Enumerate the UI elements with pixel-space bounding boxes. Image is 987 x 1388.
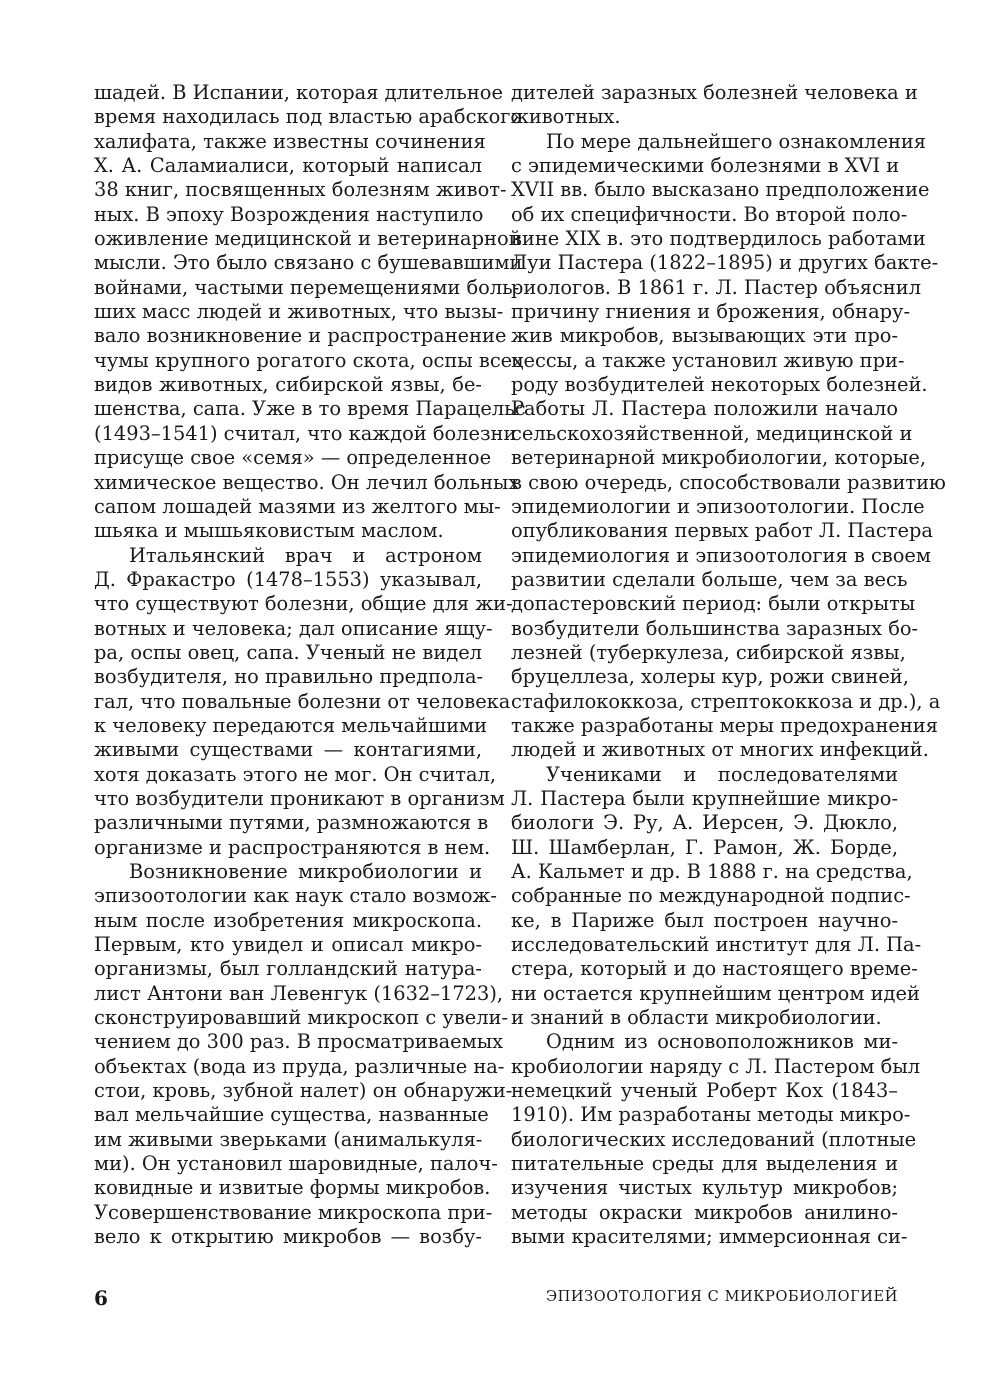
text-line: эпидемиологии и эпизоотологии. После xyxy=(511,494,925,518)
text-line: лезней (туберкулеза, сибирской язвы, xyxy=(511,640,906,664)
text-line: людей и животных от многих инфекций. xyxy=(511,738,929,762)
text-line: также разработаны меры предохранения xyxy=(511,713,938,737)
text-line: сапом лошадей мазями из желтого мы- xyxy=(94,494,501,518)
text-line: Л. Пастера были крупнейшие микро- xyxy=(511,786,898,810)
text-line: ковидные и извитые формы микробов. xyxy=(94,1176,491,1200)
text-line: Возникновение микробиологии и xyxy=(129,860,482,883)
text-line: опубликования первых работ Л. Пастера xyxy=(511,519,933,543)
text-line: что существуют болезни, общие для жи- xyxy=(94,592,513,616)
text-line: Ш. Шамберлан, Г. Рамон, Ж. Борде, xyxy=(511,835,898,859)
left-text-column xyxy=(94,81,526,1250)
page-number: 6 xyxy=(94,1286,108,1310)
text-line: чумы крупного рогатого скота, оспы всех xyxy=(94,348,524,372)
text-line: оживление медицинской и ветеринарной xyxy=(94,227,522,251)
text-line: XVII вв. было высказано предположение xyxy=(511,178,930,202)
text-line: вотных и человека; дал описание ящу- xyxy=(94,616,493,640)
text-line: хотя доказать этого не мог. Он считал, xyxy=(94,762,497,786)
text-line: в свою очередь, способствовали развитию xyxy=(511,470,946,494)
text-line: сконструировавший микроскоп с увели- xyxy=(94,1006,509,1030)
text-line: сельскохозяйственной, медицинской и xyxy=(511,421,913,445)
text-line: дителей заразных болезней человека и xyxy=(511,81,918,104)
text-line: Луи Пастера (1822–1895) и других бакте- xyxy=(511,251,939,275)
text-line: химическое вещество. Он лечил больных xyxy=(94,470,520,494)
text-line: им живыми зверьками (анималькуля- xyxy=(94,1127,483,1151)
text-line: различными путями, размножаются в xyxy=(94,811,489,835)
text-line: Х. А. Саламиалиси, который написал xyxy=(94,154,482,178)
text-line: Первым, кто увидел и описал микро- xyxy=(94,933,482,957)
text-line: и знаний в области микробиологии. xyxy=(511,1006,882,1030)
text-line: присуще свое «семя» — определенное xyxy=(94,446,492,470)
text-line: ших масс людей и животных, что вызы- xyxy=(94,300,504,324)
text-line: халифата, также известны сочинения xyxy=(94,129,486,153)
text-line: 1910). Им разработаны методы микро- xyxy=(511,1103,911,1127)
text-line: ветеринарной микробиологии, которые, xyxy=(511,446,927,470)
text-line: методы окраски микробов анилино- xyxy=(511,1200,898,1224)
text-line: с эпидемическими болезнями в XVI и xyxy=(511,154,900,178)
text-line: стои, кровь, зубной налет) он обнаружи- xyxy=(94,1079,513,1103)
text-line: к человеку передаются мельчайшими xyxy=(94,713,488,737)
text-line: войнами, частыми перемещениями боль- xyxy=(94,275,520,299)
text-line: Итальянский врач и астроном xyxy=(129,543,482,567)
text-line: гал, что повальные болезни от человека xyxy=(94,689,511,713)
text-line: Работы Л. Пастера положили начало xyxy=(511,397,898,421)
text-line: ра, оспы овец, сапа. Ученый не видел xyxy=(94,640,482,664)
text-line: ным после изобретения микроскопа. xyxy=(94,908,482,932)
text-line: биологических исследований (плотные xyxy=(511,1127,917,1151)
text-line: объектах (вода из пруда, различные на- xyxy=(94,1054,505,1078)
text-line: цессы, а также установил живую при- xyxy=(511,348,905,372)
text-line: вало возникновение и распространение xyxy=(94,324,507,348)
text-line: чением до 300 раз. В просматриваемых xyxy=(94,1030,504,1054)
text-line: шадей. В Испании, которая длительное xyxy=(94,81,503,104)
text-line: вело к открытию микробов — возбу- xyxy=(94,1225,482,1249)
text-line: Учениками и последователями xyxy=(546,762,898,786)
text-line: вал мельчайшие существа, названные xyxy=(94,1103,489,1127)
text-line: эпизоотологии как наук стало возмож- xyxy=(94,884,497,908)
text-line: жив микробов, вызывающих эти про- xyxy=(511,324,898,348)
text-line: выми красителями; иммерсионная си- xyxy=(511,1225,908,1249)
text-line: шьяка и мышьяковистым маслом. xyxy=(94,519,444,543)
text-line: живыми существами — контагиями, xyxy=(94,738,482,762)
text-line: немецкий ученый Роберт Кох (1843– xyxy=(511,1079,898,1103)
text-line: организмы, был голландский натура- xyxy=(94,957,482,981)
text-line: Д. Фракастро (1478–1553) указывал, xyxy=(94,567,482,591)
text-line: исследовательский институт для Л. Па- xyxy=(511,933,922,957)
text-line: роду возбудителей некоторых болезней. xyxy=(511,373,928,397)
right-text-column xyxy=(511,81,946,1250)
text-line: животных. xyxy=(511,105,621,129)
text-line: По мере дальнейшего ознакомления xyxy=(546,129,927,153)
running-title: ЭПИЗООТОЛОГИЯ С МИКРОБИОЛОГИЕЙ xyxy=(545,1289,898,1305)
text-line: (1493–1541) считал, что каждой болезни xyxy=(94,421,517,445)
text-line: собранные по международной подпис- xyxy=(511,884,911,908)
text-line: ни остается крупнейшим центром идей xyxy=(511,981,920,1005)
text-line: ми). Он установил шаровидные, палоч- xyxy=(94,1152,498,1176)
text-line: А. Кальмет и др. В 1888 г. на средства, xyxy=(511,860,913,883)
text-line: причину гниения и брожения, обнару- xyxy=(511,300,911,324)
text-line: ных. В эпоху Возрождения наступило xyxy=(94,202,484,226)
text-line: питательные среды для выделения и xyxy=(511,1152,898,1176)
text-line: бруцеллеза, холеры кур, рожи свиней, xyxy=(511,665,909,689)
text-line: кробиологии наряду с Л. Пастером был xyxy=(511,1054,921,1078)
text-line: Одним из основоположников ми- xyxy=(546,1030,898,1054)
text-line: шенства, сапа. Уже в то время Парацельс xyxy=(94,397,526,421)
text-line: что возбудители проникают в организм xyxy=(94,786,505,810)
text-line: об их специфичности. Во второй поло- xyxy=(511,202,908,226)
text-line: вине XIX в. это подтвердилось работами xyxy=(511,227,926,251)
text-line: допастеровский период: были открыты xyxy=(511,592,916,616)
text-line: видов животных, сибирской язвы, бе- xyxy=(94,373,482,397)
text-line: мысли. Это было связано с бушевавшими xyxy=(94,251,523,275)
text-line: биологи Э. Ру, А. Иерсен, Э. Дюкло, xyxy=(511,811,898,835)
text-line: Усовершенствование микроскопа при- xyxy=(94,1200,493,1224)
text-line: изучения чистых культур микробов; xyxy=(511,1176,898,1200)
text-line: время находилась под властью арабского xyxy=(94,105,523,129)
text-line: возбудители большинства заразных бо- xyxy=(511,616,919,640)
text-line: возбудителя, но правильно предпола- xyxy=(94,665,484,689)
text-line: лист Антони ван Левенгук (1632–1723), xyxy=(94,981,504,1005)
text-line: ке, в Париже был построен научно- xyxy=(511,908,898,932)
text-line: развитии сделали больше, чем за весь xyxy=(511,567,908,591)
text-line: организме и распространяются в нем. xyxy=(94,835,491,859)
text-line: риологов. В 1861 г. Л. Пастер объяснил xyxy=(511,275,922,299)
text-line: стафилококкоза, стрептококкоза и др.), а xyxy=(511,689,941,713)
text-line: стера, который и до настоящего време- xyxy=(511,957,918,981)
text-line: 38 книг, посвященных болезням живот- xyxy=(94,178,507,202)
text-line: эпидемиология и эпизоотология в своем xyxy=(511,543,931,567)
